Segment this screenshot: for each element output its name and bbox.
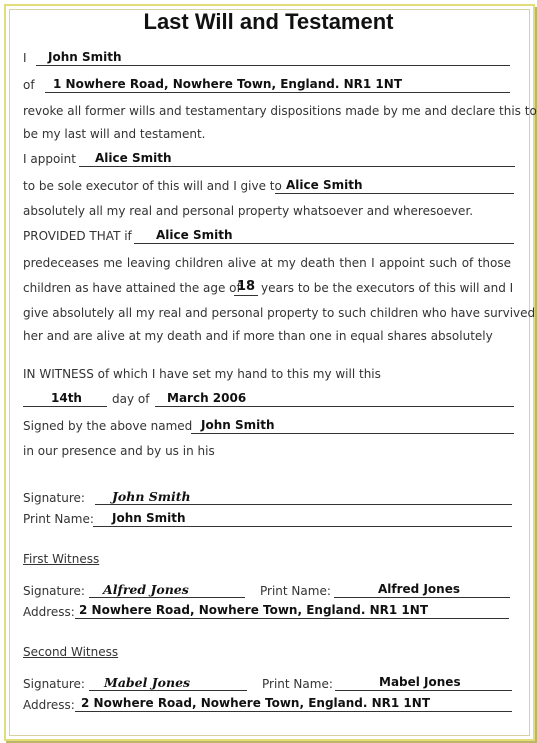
- beneficiary-name-field[interactable]: Alice Smith: [275, 178, 514, 194]
- signed-name-field[interactable]: John Smith: [191, 418, 514, 434]
- age-field[interactable]: 18: [234, 279, 258, 296]
- executor-name-field[interactable]: Alice Smith: [79, 151, 515, 167]
- first-witness-print-label: Print Name:: [260, 584, 331, 598]
- testator-address-field[interactable]: 1 Nowhere Road, Nowhere Town, England. NR1 1NT: [45, 77, 510, 93]
- second-witness-address-field[interactable]: 2 Nowhere Road, Nowhere Town, England. NR1 1NT: [75, 696, 512, 712]
- revoke-line-1: revoke all former wills and testamentary dispositions made by me and declare this to: [23, 104, 537, 118]
- first-witness-signature-label: Signature:: [23, 584, 85, 598]
- testator-signature-label: Signature:: [23, 491, 85, 505]
- i-label: I: [23, 51, 27, 65]
- first-witness-print-name-field[interactable]: Alfred Jones: [334, 582, 510, 598]
- provided-label: PROVIDED THAT if: [23, 229, 132, 243]
- clause-line-3: give absolutely all my real and personal property to such children who have survived: [23, 306, 536, 320]
- first-witness-heading: First Witness: [23, 552, 100, 566]
- second-witness-print-label: Print Name:: [262, 677, 333, 691]
- of-label: of: [23, 78, 35, 92]
- property-line: absolutely all my real and personal property whatsoever and wheresoever.: [23, 204, 474, 218]
- second-witness-heading: Second Witness: [23, 645, 119, 659]
- signed-by-label: Signed by the above named: [23, 419, 193, 433]
- month-year-field[interactable]: March 2006: [155, 391, 514, 407]
- clause-line-2-start: children as have attained the age of: [23, 281, 241, 295]
- first-witness-address-field[interactable]: 2 Nowhere Road, Nowhere Town, England. NR1 1NT: [75, 603, 509, 619]
- clause-line-1: predeceases me leaving children alive at my death then I appoint such of those: [23, 256, 511, 270]
- second-witness-signature-field[interactable]: Mabel Jones: [89, 675, 247, 691]
- clause-line-4: her and are alive at my death and if more than one in equal shares absolutely: [23, 329, 493, 343]
- day-field[interactable]: 14th: [23, 391, 107, 407]
- revoke-line-2: be my last will and testament.: [23, 127, 206, 141]
- clause-line-2-end: years to be the executors of this will and I: [261, 281, 514, 295]
- document-title: Last Will and Testament: [143, 9, 394, 34]
- appoint-label: I appoint: [23, 152, 76, 166]
- second-witness-signature-label: Signature:: [23, 677, 85, 691]
- first-witness-signature-field[interactable]: Alfred Jones: [89, 582, 245, 598]
- sole-executor-text: to be sole executor of this will and I give to: [23, 179, 282, 193]
- second-witness-address-label: Address:: [23, 698, 75, 712]
- day-of-label: day of: [112, 392, 150, 406]
- presence-line: in our presence and by us in his: [23, 444, 215, 458]
- testator-print-name-field[interactable]: John Smith: [93, 511, 512, 527]
- witness-clause-line: IN WITNESS of which I have set my hand to this my will this: [23, 367, 381, 381]
- testator-print-label: Print Name:: [23, 512, 94, 526]
- first-witness-address-label: Address:: [23, 605, 75, 619]
- testator-signature-field[interactable]: John Smith: [95, 489, 512, 505]
- second-witness-print-name-field[interactable]: Mabel Jones: [335, 675, 512, 691]
- testator-name-field[interactable]: John Smith: [36, 50, 510, 66]
- provided-name-field[interactable]: Alice Smith: [134, 228, 514, 244]
